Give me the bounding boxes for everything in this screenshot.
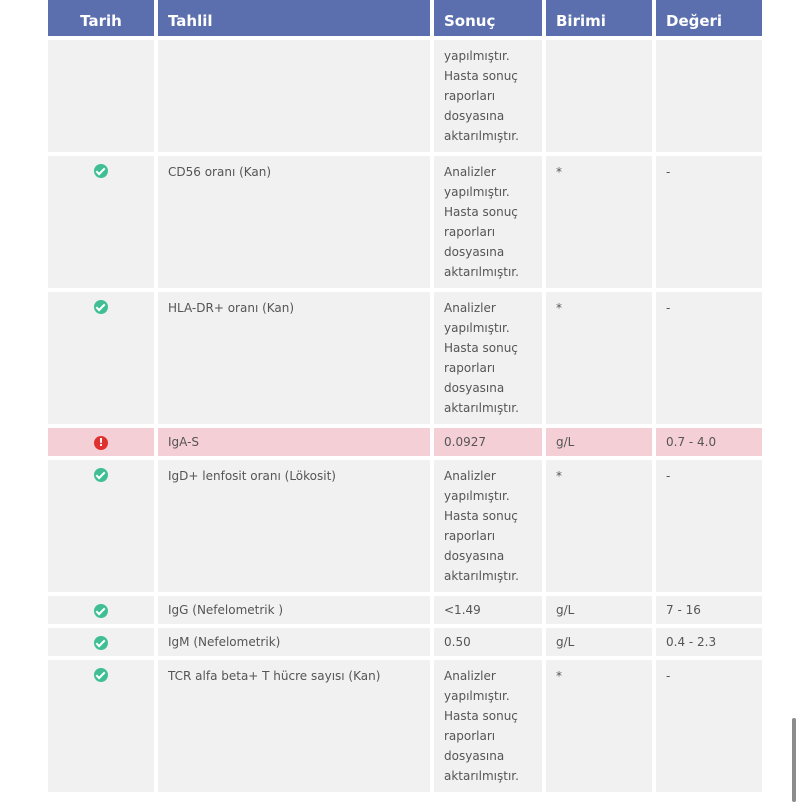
- table-body: [48, 40, 762, 792]
- status-cell: [48, 292, 154, 424]
- header-status: Tarih: [48, 0, 154, 36]
- test-ref: -: [656, 156, 762, 288]
- test-name: CD56 oranı (Kan): [158, 156, 430, 288]
- test-unit: g/L: [546, 628, 652, 656]
- test-unit: g/L: [546, 596, 652, 624]
- test-unit: *: [546, 156, 652, 288]
- test-name: HLA-DR+ oranı (Kan): [158, 292, 430, 424]
- test-ref: -: [656, 660, 762, 792]
- table-row: [48, 628, 762, 656]
- test-name: [158, 40, 430, 152]
- header-result: Sonuç: [434, 0, 542, 36]
- test-name: IgM (Nefelometrik): [158, 628, 430, 656]
- test-ref: 7 - 16: [656, 596, 762, 624]
- check-circle-icon: [94, 468, 108, 482]
- table-row: [48, 40, 762, 152]
- test-result: 0.0927: [434, 428, 542, 456]
- test-unit: *: [546, 460, 652, 592]
- table-row: [48, 660, 762, 792]
- test-name: TCR alfa beta+ T hücre sayısı (Kan): [158, 660, 430, 792]
- test-result: 0.50: [434, 628, 542, 656]
- header-name: Tahlil: [158, 0, 430, 36]
- test-name: IgA-S: [158, 428, 430, 456]
- status-cell: [48, 660, 154, 792]
- status-cell: [48, 156, 154, 288]
- test-unit: *: [546, 292, 652, 424]
- test-result: Analizler yapılmıştır. Hasta sonuç raporları dosyasına aktarılmıştır.: [434, 660, 542, 792]
- header-unit: Birimi: [546, 0, 652, 36]
- test-ref: -: [656, 460, 762, 592]
- table-row: [48, 596, 762, 624]
- test-result: yapılmıştır. Hasta sonuç raporları dosyasına aktarılmıştır.: [434, 40, 542, 152]
- test-ref: [656, 40, 762, 152]
- test-result: Analizler yapılmıştır. Hasta sonuç raporları dosyasına aktarılmıştır.: [434, 292, 542, 424]
- test-result: Analizler yapılmıştır. Hasta sonuç raporları dosyasına aktarılmıştır.: [434, 156, 542, 288]
- status-cell: [48, 428, 154, 456]
- check-circle-icon: [94, 636, 108, 650]
- test-unit: g/L: [546, 428, 652, 456]
- exclamation-circle-icon: [94, 436, 108, 450]
- test-name: IgD+ lenfosit oranı (Lökosit): [158, 460, 430, 592]
- test-name: IgG (Nefelometrik ): [158, 596, 430, 624]
- check-circle-icon: [94, 604, 108, 618]
- table-row-abnormal: [48, 428, 762, 456]
- status-cell: [48, 40, 154, 152]
- status-cell: [48, 460, 154, 592]
- status-cell: [48, 596, 154, 624]
- header-row: [48, 0, 762, 36]
- table-row: [48, 156, 762, 288]
- test-ref: 0.7 - 4.0: [656, 428, 762, 456]
- test-result: Analizler yapılmıştır. Hasta sonuç raporları dosyasına aktarılmıştır.: [434, 460, 542, 592]
- header-ref: Değeri: [656, 0, 762, 36]
- test-ref: 0.4 - 2.3: [656, 628, 762, 656]
- vertical-scrollbar-thumb[interactable]: [792, 718, 796, 802]
- table-row: [48, 460, 762, 592]
- table-header: [48, 0, 762, 36]
- lab-results-table: [44, 0, 766, 796]
- check-circle-icon: [94, 668, 108, 682]
- status-cell: [48, 628, 154, 656]
- test-unit: [546, 40, 652, 152]
- test-ref: -: [656, 292, 762, 424]
- test-unit: *: [546, 660, 652, 792]
- check-circle-icon: [94, 300, 108, 314]
- table-row: [48, 292, 762, 424]
- test-result: <1.49: [434, 596, 542, 624]
- check-circle-icon: [94, 164, 108, 178]
